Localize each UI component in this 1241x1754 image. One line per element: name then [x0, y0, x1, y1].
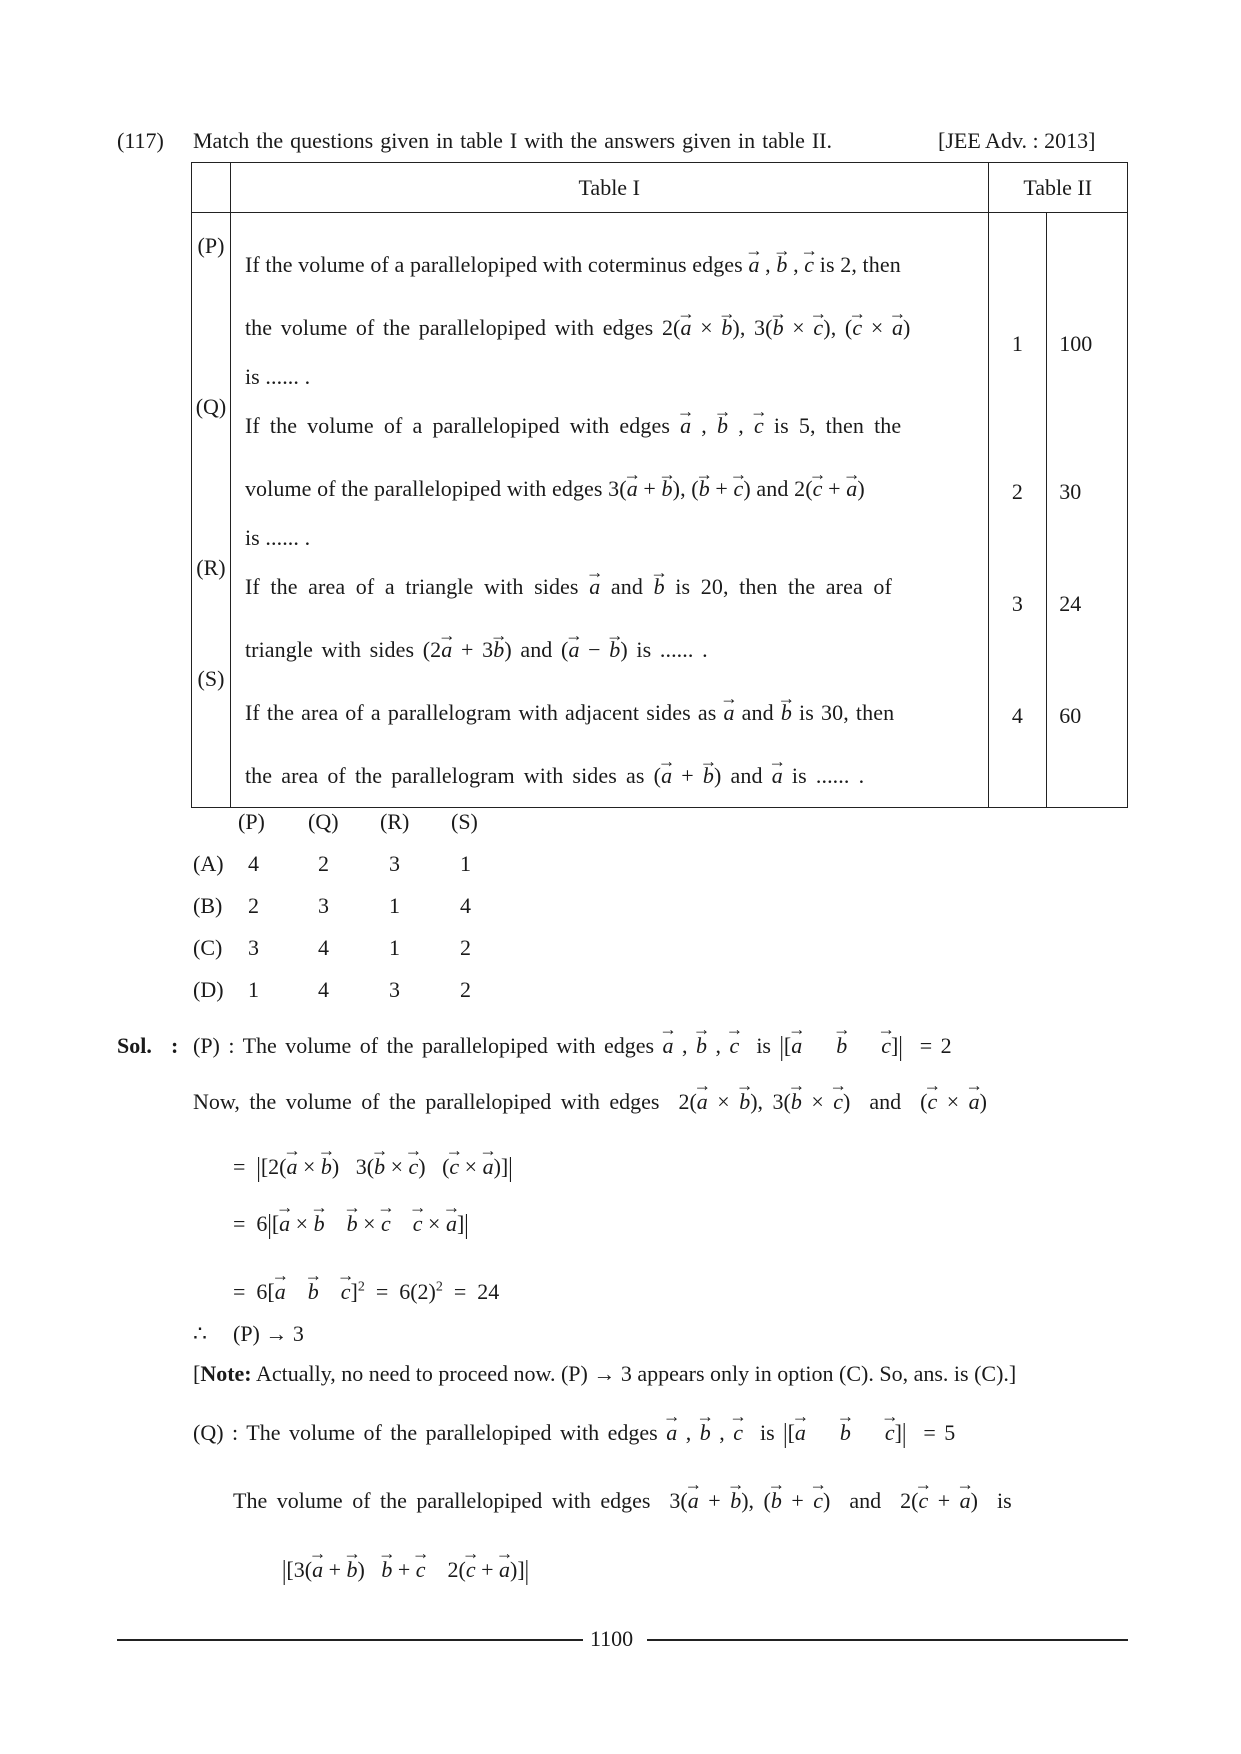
- options-header-r: (R): [380, 809, 410, 834]
- option-d-p: 1: [248, 977, 259, 1002]
- question-number: (117): [117, 128, 164, 153]
- footer-rule-right: [647, 1639, 1128, 1641]
- question-text: Match the questions given in table I with the answers given in table II.: [193, 128, 833, 153]
- solution-p-line: (P) : The volume of the parallelopiped with edges → a , → b , → c is |[→ a → b → c]| = 2: [193, 1033, 952, 1059]
- option-a-r: 3: [389, 851, 400, 876]
- question-r: If the area of a triangle with sides → a and → b is 20, then the area of: [245, 555, 978, 618]
- options-header-q: (Q): [308, 809, 339, 834]
- question-q: If the volume of a parallelopiped with edges → a , → b , → c is 5, then the: [245, 394, 978, 457]
- option-c-s: 2: [460, 935, 471, 960]
- option-c-q: 4: [318, 935, 329, 960]
- solution-q-volume-line: The volume of the parallelopiped with edges 3(→ a + → b), (→ b + → c) and 2(→ c + → a) is: [233, 1488, 1012, 1514]
- solution-q-step-1: |[3(→ a + → b) → b + → c 2(→ c + → a)]|: [282, 1557, 529, 1583]
- page-number: 1100: [590, 1626, 634, 1651]
- option-a-s: 1: [460, 851, 471, 876]
- option-c-p: 3: [248, 935, 259, 960]
- option-d-label[interactable]: (D): [193, 977, 224, 1002]
- option-b-p: 2: [248, 893, 259, 918]
- solution-step-3: = 6[→ a → b → $c]^2 = 6(2)^2 = 24$: [233, 1279, 499, 1305]
- table-i-questions: If the volume of a parallelopiped with coterminus edges → a , → b , → c is 2, then the volume of the parallelopiped with edges 2(→ a × → b), 3(→ b × → c), (→ c × → a) is ...... . If the volume of a parallelopiped with edges → a , → b , → c is 5, then the volume of the parallelopiped with edges 3(→ a + → b), (→ b + → c) and 2(→ c + → a) is ...... . If the area of a triangle with sides → a and → b is 20, then the area of triangle with sides (2→ a + 3→ b) and (→ a − → b) is ...... . If the area of a parallelogram with adjacent sides as → a and → b is 30, then the area of the parallelogram with sides as (→ a + → b) and → a is ...... .: [230, 213, 988, 808]
- question-p: If the volume of a parallelopiped with coterminus edges → a , → b , → c is 2, then: [245, 233, 978, 296]
- options-header-p: (P): [238, 809, 265, 834]
- option-c-label[interactable]: (C): [193, 935, 223, 960]
- option-b-s: 4: [460, 893, 471, 918]
- row-label-s: (S): [197, 666, 225, 691]
- row-label-r: (R): [196, 555, 226, 580]
- option-a-q: 2: [318, 851, 329, 876]
- question-s: If the area of a parallelogram with adjacent sides as → a and → b is 30, then: [245, 681, 978, 744]
- option-b-label[interactable]: (B): [193, 893, 223, 918]
- solution-step-1: = |[2(→ a × → b) 3(→ b × → c) (→ c × → a)]|: [233, 1154, 513, 1180]
- solution-colon: :: [171, 1033, 179, 1058]
- solution-q-line: (Q) : The volume of the parallelopiped with edges → a , → b , → c is |[→ a → b → c]| = 5: [193, 1420, 955, 1446]
- solution-note: [Note: Actually, no need to proceed now. (P) → 3 appears only in option (C). So, ans. is (C).]: [193, 1361, 1017, 1386]
- solution-p-label: (P): [193, 1033, 220, 1058]
- solution-p-result: (P) → 3: [233, 1321, 304, 1346]
- option-d-s: 2: [460, 977, 471, 1002]
- option-d-q: 4: [318, 977, 329, 1002]
- footer-rule-left: [117, 1639, 583, 1641]
- solution-step-2: = 6|[→ a × → b → b × → c → c × → a]|: [233, 1211, 469, 1237]
- matching-table: [191, 162, 1128, 808]
- row-label-q: (Q): [195, 394, 227, 419]
- option-a-p: 4: [248, 851, 259, 876]
- row-label-p: (P) (Q) (R) (S): [192, 213, 231, 808]
- table-ii-header: Table II: [988, 163, 1128, 213]
- question-source: [JEE Adv. : 2013]: [938, 128, 1096, 153]
- options-header-s: (S): [451, 809, 478, 834]
- option-b-r: 1: [389, 893, 400, 918]
- solution-label: Sol.: [117, 1033, 152, 1058]
- option-b-q: 3: [318, 893, 329, 918]
- table-header-blank: [192, 163, 231, 213]
- option-d-r: 3: [389, 977, 400, 1002]
- note-bold: Note:: [200, 1361, 252, 1386]
- table-ii-col-1: 1 2 3 4: [988, 213, 1047, 808]
- table-ii-col-2: 100 30 24 60: [1047, 213, 1128, 808]
- option-c-r: 1: [389, 935, 400, 960]
- option-a-label[interactable]: (A): [193, 851, 224, 876]
- note-text: Actually, no need to proceed now. (P) → 3 appears only in option (C). So, ans. is (C).]: [255, 1361, 1017, 1386]
- solution-therefore: ∴: [193, 1321, 207, 1346]
- solution-now-line: Now, the volume of the parallelopiped with edges 2(→ a × → b), 3(→ b × → c) and (→ c × → a): [193, 1089, 987, 1115]
- solution-q-label: (Q): [193, 1420, 224, 1445]
- table-i-header: Table I: [230, 163, 988, 213]
